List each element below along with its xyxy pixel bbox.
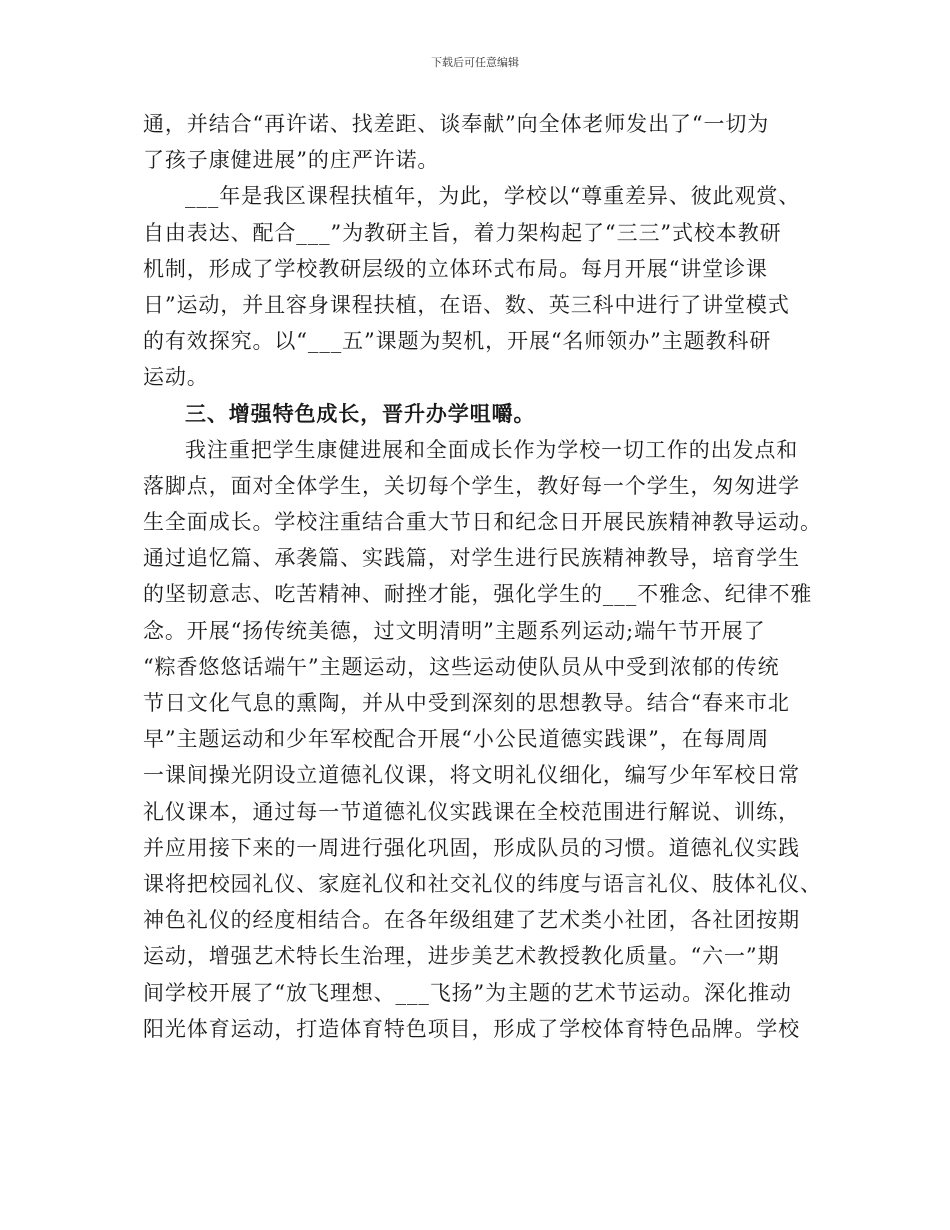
paragraph-line: 我注重把学生康健进展和全面成长作为学校一切工作的出发点和 [185,437,799,462]
document-body [143,106,825,1047]
paragraph-line: 礼仪课本，通过每一节道德礼仪实践课在全校范围进行解说、训练， [143,799,800,824]
paragraph-line: 间学校开展了“放飞理想、___飞扬”为主题的艺术节运动。深化推动 [143,980,792,1005]
paragraph-line: 的有效探究。以“___五”课题为契机，开展“名师领办”主题教科研 [143,329,772,354]
paragraph-line: 自由表达、配合___”为教研主旨，着力架构起了“三三”式校本教研 [143,220,782,245]
paragraph-line: 的坚韧意志、吃苦精神、耐挫才能，强化学生的___不雅念、纪律不雅 [143,582,813,607]
paragraph-line: 节日文化气息的熏陶，并从中受到深刻的思想教导。结合“春来市北 [143,691,790,715]
paragraph-line: 早”主题运动和少年军校配合开展“小公民道德实践课”，在每周周 [143,727,770,752]
paragraph-line: 课将把校园礼仪、家庭礼仪和社交礼仪的纬度与语言礼仪、肢体礼仪、 [143,871,822,896]
paragraph-line: 通，并结合“再许诺、找差距、谈奉献”向全体老师发出了“一切为 [143,112,770,136]
section-heading: 三、增强特色成长，晋升办学咀嚼。 [185,400,536,426]
paragraph-line: 通过追忆篇、承袭篇、实践篇，对学生进行民族精神教导，培育学生 [143,546,800,571]
paragraph-line: 了孩子康健进展”的庄严许诺。 [143,148,440,173]
paragraph-line: 神色礼仪的经度相结合。在各年级组建了艺术类小社团，各社团按期 [143,908,800,933]
paragraph-line: ___年是我区课程扶植年，为此，学校以“尊重差异、彼此观赏、 [185,184,801,209]
paragraph-line: “粽香悠悠话端午”主题运动，这些运动使队员从中受到浓郁的传统 [143,654,780,679]
paragraph-line: 念。开展“扬传统美德，过文明清明”主题系列运动;端午节开展了 [143,618,766,643]
paragraph-line: 并应用接下来的一周进行强化巩固，形成队员的习惯。道德礼仪实践 [143,835,800,860]
paragraph-line: 运动。 [143,365,209,390]
paragraph-line: 生全面成长。学校注重结合重大节日和纪念日开展民族精神教导运动。 [143,510,822,535]
paragraph-line: 阳光体育运动，打造体育特色项目，形成了学校体育特色品牌。学校 [143,1016,800,1041]
paragraph-line: 落脚点，面对全体学生，关切每个学生，教好每一个学生，匆匆进学 [143,473,800,498]
page-header: 下载后可任意编辑 [431,56,519,69]
paragraph-line: 机制，形成了学校教研层级的立体环式布局。每月开展“讲堂诊课 [143,256,768,281]
paragraph-line: 运动，增强艺术特长生治理，进步美艺术教授教化质量。“六一”期 [143,944,780,969]
paragraph-line: 日”运动，并且容身课程扶植，在语、数、英三科中进行了讲堂模式 [143,292,790,317]
paragraph-line: 一课间操光阴设立道德礼仪课，将文明礼仪细化，编写少年军校日常 [143,763,800,788]
